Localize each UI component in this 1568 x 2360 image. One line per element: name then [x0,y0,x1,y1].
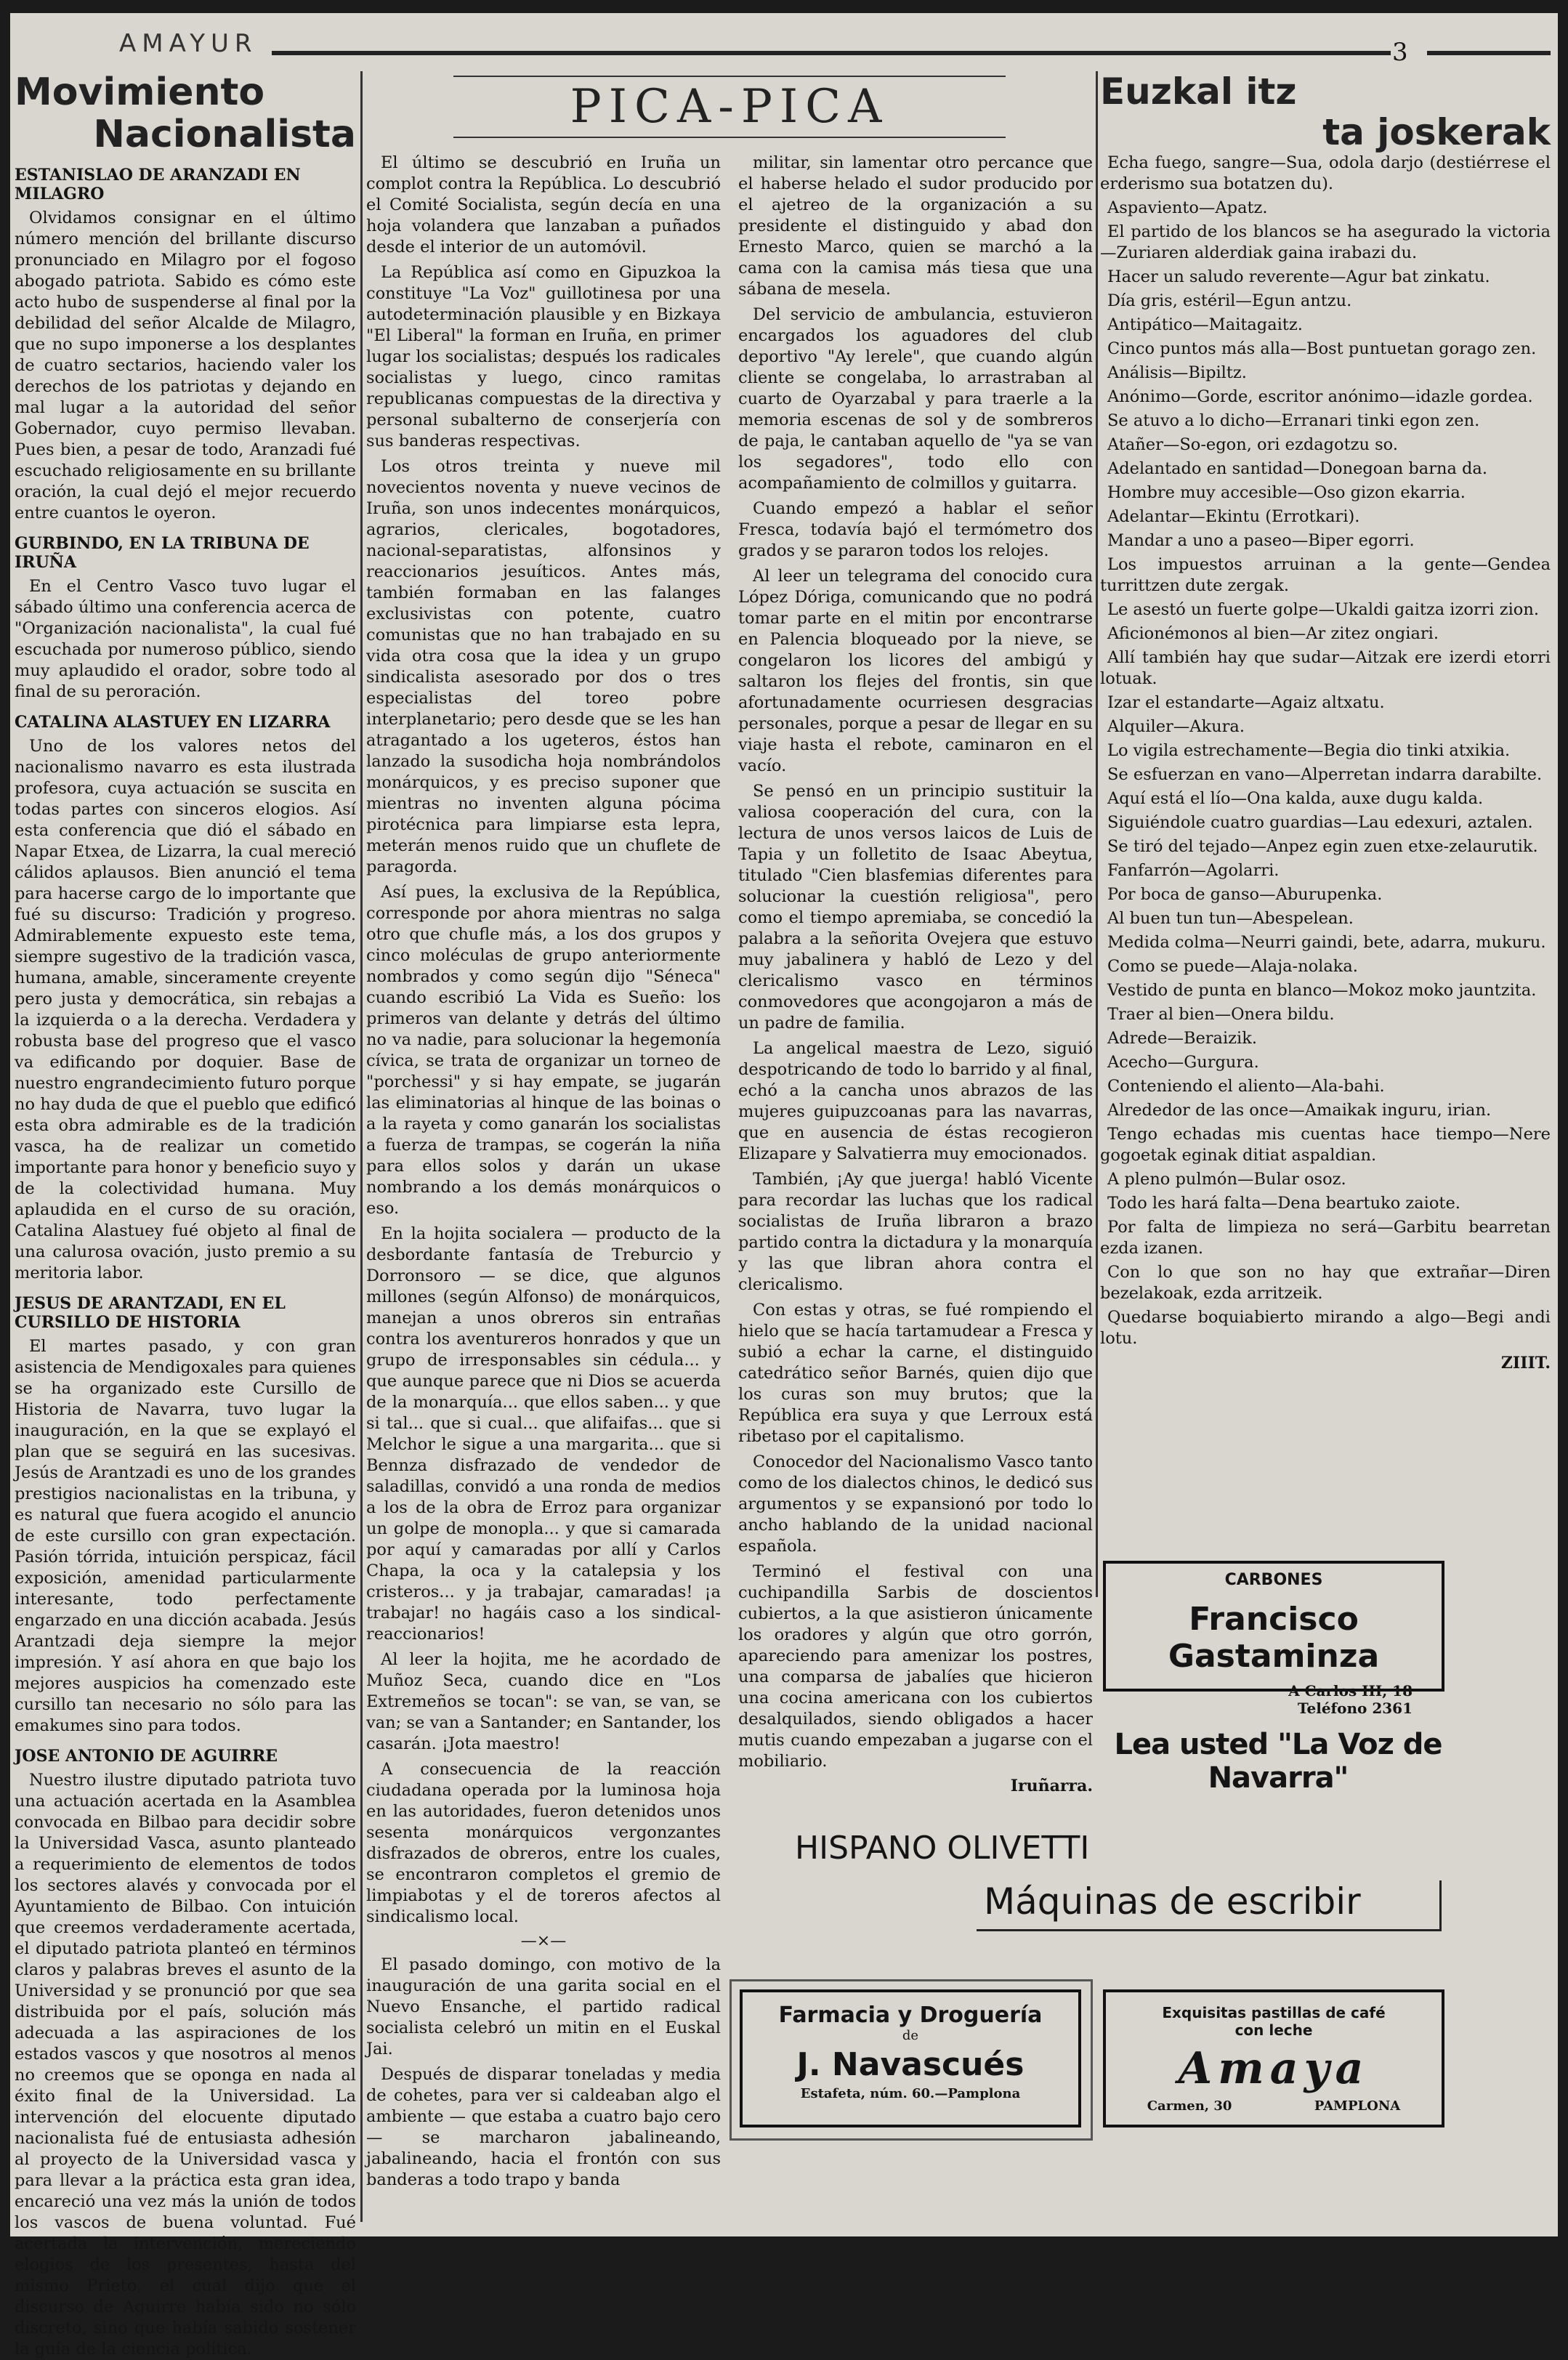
vocabulary-entry: Vestido de punta en blanco—Mokoz moko jauntzita. [1107,981,1537,1000]
news-item-text: El martes pasado, y con gran asistencia de Mendigoxales para quienes se ha organizado este Cursillo de Historia de Navarra, tuvo lugar la inauguración, en la que se explayó el plan que se seguirá en las sucesivas. Jesús de Arantzadi es uno de los grandes prestigios nacionalistas en la tribuna, y es natural que fuera acogido el anuncio de este cursillo con gran expectación. Pasión tórrida, intuición perspicaz, fácil exposición, amenidad particularmente interesante, todo perfectamente engarzado en una dicción acabada. Jesús Arantzadi deja siempre la mejor impresión. Y así ahora en que bajo los mejores auspicios ha comenzado este cursillo tan necesario no sólo para las emakumes sino para todos. [15,1337,356,1735]
pica-paragraph: Del servicio de ambulancia, estuvieron encargados los aguadores del club deportivo "Ay lerele", que cuando algún cliente se congelaba, lo arrastraban al cuarto de Oyarzabal y para traerle a la memoria escenas de sol y de sombreros de paja, le cantaban aquello de "ya se van los segadores", todo ello con acompañamiento de colmillos y guitarra. [738,305,1093,493]
ad-farmacia-address: Estafeta, núm. 60.—Pamplona [800,2086,1021,2101]
column-rule [360,71,363,2222]
ad-farmacia [740,1989,1081,2127]
news-item-heading: ESTANISLAO DE ARANZADI EN MILAGRO [15,166,301,203]
vocabulary-entry: Como se puede—Alaja-nolaka. [1107,957,1358,976]
vocabulary-entry: Análisis—Bipiltz. [1107,363,1247,382]
section-title [15,71,356,155]
euzkal-signature: ZIIIT. [1500,1354,1551,1373]
news-item-text: Nuestro ilustre diputado patriota tuvo una actuación acertada en la Asamblea convocada en Bilbao para decidir sobre la Universidad Vasca, asunto planteado a requerimiento de elementos de todos los sectores alavés y convocada por el Ayuntamiento de Bilbao. Con intuición que creemos verdaderamente acertada, el diputado patriota planteó en términos claros y palabras breves el asunto de la Universidad y se pronunció por que sea distribuida por el país, solución más adecuada a las aspiraciones de los estados vascos y que nosotros al menos no creemos que se oponga en nada al éxito final de la Universidad. La intervención del elocuente diputado nacionalista fué de entusiasta adhesión al proyecto de la Universidad vasca y para llevar a la práctica esta gran idea, encareció una vez más la unión de todos los vascos de buena voluntad. Fué acertada la intervención, mereciendo elogios de los presentes, hasta del mismo Prieto, el cual dijo que el discurso de Aguirre había sido no sólo discreto, sino que había sabido sostener la guía de la ciencia política. [15,1771,356,2359]
news-item-text: Olvidamos consignar en el último número mención del brillante discurso pronunciado en Milagro por el fogoso abogado patriota. Sabido es cómo este acto hubo de suspenderse al final por la debilidad del señor Alcalde de Milagro, que no supo imponerse a los desplantes de cuatro sectarios, haciendo valer los derechos de los patriotas y dejando en mal lugar a la autoridad del señor Gobernador, cuyo permiso llevaban. Pues bien, a pesar de todo, Aranzadi fué escuchado religiosamente en su brillante oración, la cual dejó el mejor recuerdo entre cuantos le oyeron. [15,209,356,522]
pica-paragraph: Los otros treinta y nueve mil novecientos noventa y nueve vecinos de Iruña, son unos indecentes monárquicos, agrarios, clericales, bogotadores, nacional-separatistas, alfonsinos y reaccionarios jesuíticos. Antes más, también formaban en las falanges exclusivistas con potente, cuatro comunistas que no han trabajado en su vida otra cosa que la idea y un grupo sindicalista asesorado por dos o tres especialistas del toreo pobre interplanetario; pero desde que se les han atragantado a los ugeteros, éstos han lanzado la susodicha hoja nombrándolos monárquicos, y es preciso suponer que mientras no inventen alguna pócima pirotécnica para limpiarse esta lepra, meterán menos ruido que un chuflete de paragorda. [366,457,721,876]
ad-carbones [1103,1561,1444,1717]
pica-paragraph: Al leer un telegrama del conocido cura López Dóriga, comunicando que no podrá tomar parte en el mitin por encontrarse en Palencia bloqueado por la nieve, se congelaron los licores del ambigú y saltaron los flejes del frontis, sin que afortunadamente ocurriesen desgracias personales, porque a pesar de llegar en su viaje hasta el rebote, caminaron en el vacío. [738,567,1093,775]
vocabulary-entry: Con lo que son no hay que extrañar—Diren bezelakoak, ezda arritzeik. [1100,1263,1551,1303]
masthead [10,23,1558,67]
ad-hispano-olivetti [730,1815,1449,1946]
pica-paragraph: militar, sin lamentar otro percance que el haberse helado el sudor producido por el ajetreo de la organización a su presidente el distinguido y abad don Ernesto Marco, quien se marchó a la cama con la camisa más tiesa que una sábana de mesela. [738,153,1093,299]
vocabulary-entry: Le asestó un fuerte golpe—Ukaldi gaitza izorri zion. [1107,600,1539,619]
pica-paragraph: El último se descubrió en Iruña un complot contra la República. Lo descubrió el Comité Socialista, según decía en una hoja volandera que lanzaban a puñados desde el interior de un automóvil. [366,153,721,256]
vocabulary-entry: Mandar a uno a paseo—Biper egorri. [1107,531,1415,550]
vocabulary-entry: Cinco puntos más alla—Bost puntuetan gorago zen. [1107,339,1537,358]
pica-paragraph: En la hojita socialera — producto de la desbordante fantasía de Treburcio y Dorronsoro — se dice, que algunos millones (según Alfonso) de monárquicos, manejan a unos obreros sin entrañas contra los aventureros honrados y que un grupo de irresponsables sin cédula... y que aunque parece que ni Dios se acuerda de la monarquía... que ellos saben... y que si tal... que si cual... que alifaifas... que si Melchor le sigue a una margarita... que si Bennza disfrazado de vendedor de saladillas, convidó a una ronda de medios a los de la obra de Erroz para organizar un golpe de monopla... y que si camarada por aquí y camaradas por allí y Carlos Chapa, la oca y la catalepsia y los cristeros... y ja trabajar, camaradas! ¡a trabajar! no hagáis caso a los sindical-reaccionarios! [366,1224,721,1644]
ad-carbones-address: A Carlos III, 18 [1288,1682,1413,1700]
pica-paragraph: Con estas y otras, se fué rompiendo el hielo que se hacía tartamudear a Fresca y subió a echar la carne, el distinguido catedrático señor Barnés, quien dijo que los curas son muy brutos; que la República era suya y que Lerroux está ribetaso por el capitalismo. [738,1301,1093,1446]
pica-paragraph: A consecuencia de la reacción ciudadana operada por la luminosa hoja en las autoridades, fueron detenidos unos sesenta monárquicos vergonzantes disfrazados de obreros, entre los cuales, se encontraron completos el gremio de limpiabotas y el de toreros afectos al sindicalismo local. [366,1760,721,1926]
newspaper-page [10,13,1558,2359]
news-item-text: En el Centro Vasco tuvo lugar el sábado último una conferencia acerca de "Organización nacionalista", la cual fué escuchada por numeroso público, siendo muy aplaudido el orador, sobre todo al final de su peroración. [15,577,356,701]
news-item-heading: JOSE ANTONIO DE AGUIRRE [15,1747,278,1766]
ad-amaya-city: PAMPLONA [1314,2098,1401,2114]
newspaper-name: AMAYUR [119,29,258,58]
vocabulary-entry: Izar el estandarte—Agaiz altxatu. [1107,693,1385,712]
vocabulary-entry: Aspaviento—Apatz. [1107,198,1268,217]
pica-pica-title: PICA-PICA [453,76,1006,138]
section-title-line2: Nacionalista [93,113,356,156]
vocabulary-entry: Lo vigila estrechamente—Begia dio tinki atxikia. [1107,741,1511,760]
vocabulary-entry: Quedarse boquiabierto mirando a algo—Begi andi lotu. [1100,1308,1551,1348]
vocabulary-entry: Por falta de limpieza no será—Garbitu bearretan ezda izanen. [1100,1218,1551,1258]
pica-paragraph: El pasado domingo, con motivo de la inauguración de una garita social en el Nuevo Ensanche, el partido radical socialista celebró un mitin en el Euskal Jai. [366,1955,721,2058]
news-item-heading: JESUS DE ARANTZADI, EN EL CURSILLO DE HISTORIA [15,1294,286,1332]
vocabulary-entry: Día gris, estéril—Egun antzu. [1107,291,1352,310]
ad-carbones-name: Francisco Gastaminza [1168,1601,1380,1675]
vocabulary-entry: Acecho—Gurgura. [1107,1053,1259,1072]
ad-amaya-address [1106,2098,1442,2114]
ad-amaya-name: Amaya [1178,2043,1370,2094]
pica-paragraph: Se pensó en un principio sustituir la valiosa cooperación del cura, con la lectura de unos versos laicos de Luis de Tapia y un folletito de Isaac Abeytua, titulado "Cien blasfemias diferentes para solucionar la cuestión religiosa", pero como el tiempo apremiaba, se concedió la palabra a la señorita Ovejera que estuvo muy jabalinera y habló de Lezo y del clericalismo vasco en términos conmovedores que acongojaron a más de un padre de familia. [738,782,1093,1032]
vocabulary-entry: Tengo echadas mis cuentas hace tiempo—Nere gogoetak eginak ditiat aspaldian. [1100,1125,1551,1165]
ad-farmacia-name: J. Navascués [796,2046,1025,2083]
vocabulary-entry: Se atuvo a lo dicho—Erranari tinki egon zen. [1107,411,1480,430]
ad-amaya-tagline-line1: Exquisitas pastillas de café [1162,2004,1386,2021]
ad-la-voz-de-navarra: Lea usted "La Voz de Navarra" [1114,1728,1442,1795]
pica-paragraph: También, ¡Ay que juerga! habló Vicente para recordar las luchas que los radical socialistas de Iruña libraron a brazo partido contra la dictadura y la monarquía y las que libran ahora contra el clericalismo. [738,1170,1093,1294]
vocabulary-entry: Medida colma—Neurri gaindi, bete, adarra, mukuru. [1107,933,1546,952]
column-euzkal-itz [1100,71,1551,1604]
vocabulary-entry: Echa fuego, sangre—Sua, odola darjo (destiérrese el erderismo sua botatzen du). [1100,153,1551,193]
vocabulary-entry: Anónimo—Gorde, escritor anónimo—idazle gordea. [1107,387,1533,406]
news-item-heading: GURBINDO, EN LA TRIBUNA DE IRUÑA [15,534,310,572]
page-number: 3 [1392,38,1408,67]
vocabulary-entry: Adrede—Beraizik. [1107,1029,1257,1048]
vocabulary-entry: Antipático—Maitagaitz. [1107,315,1303,334]
vocabulary-entry: Aficionémonos al bien—Ar zitez ongiari. [1107,624,1439,643]
ad-farmacia-title: Farmacia y Droguería [778,2003,1043,2028]
pica-paragraph: La República así como en Gipuzkoa la constituye "La Voz" guillotinesa por una autodeterminación plausible y en Bizkaya "El Liberal" la forman en Iruña, en primer lugar los socialistas; después los radicales socialistas y luego, cinco ramitas republicanas compuestas de la directiva y personal subalterno de conserjería con sus banderas respectivas. [366,263,721,450]
vocabulary-entry: Fanfarrón—Agolarri. [1107,861,1280,880]
vocabulary-entry: Por boca de ganso—Aburupenka. [1107,885,1383,904]
ad-carbones-phone: Teléfono 2361 [1297,1700,1413,1717]
ad-olivetti-brand: HISPANO OLIVETTI [795,1830,1090,1867]
pica-left-column [366,153,721,2195]
pica-paragraph: Terminó el festival con una cuchipandilla Sarbis de doscientos cubiertos, a la que asistieron únicamente los oradores y algún que otro gorrón, apareciendo para amenizar los postres, una comparsa de jabalíes que hicieron una cocina americana con los cubiertos desalquilados, siendo obligados a hacer mutis cuando empezaban a jugarse con el mobiliario. [738,1562,1093,1771]
news-items [15,166,356,2360]
vocabulary-entry: Hombre muy accesible—Oso gizon ekarria. [1107,483,1466,502]
vocabulary-entry: Adelantado en santidad—Donegoan barna da. [1107,459,1487,478]
vocabulary-entry: Al buen tun tun—Abespelean. [1107,909,1354,928]
vocabulary-entry: Alquiler—Akura. [1107,717,1245,736]
ad-farmacia-de: de [902,2028,919,2043]
vocabulary-entry: A pleno pulmón—Bular osoz. [1107,1170,1346,1189]
vocabulary-entry: Conteniendo el aliento—Ala-bahi. [1107,1077,1385,1096]
pica-paragraph: La angelical maestra de Lezo, siguió despotricando de todo lo barrido y al final, echó a la cancha unos abrazos de las mujeres guipuzcoanas para las navarras, que en ausencia de éstas recogieron Elizapare y Salvatierra muy emocionados. [738,1039,1093,1163]
vocabulary-entry: Traer al bien—Onera bildu. [1107,1005,1335,1024]
pica-signature: Iruñarra. [1010,1777,1093,1795]
vocabulary-entry: Atañer—So-egon, ori ezdagotzu so. [1107,435,1398,454]
vocabulary-entry: Allí también hay que sudar—Aitzak ere izerdi etorri lotuak. [1100,648,1551,688]
vocabulary-entry: Alrededor de las once—Amaikak inguru, irian. [1107,1101,1492,1120]
vocabulary-entry: Aquí está el lío—Ona kalda, auxe dugu kalda. [1107,789,1484,808]
pica-paragraph: Cuando empezó a hablar el señor Fresca, todavía bajó el termómetro dos grados y se pararon todos los relojes. [738,499,1093,560]
euzkal-title-line1: Euzkal itz [1100,70,1297,113]
ad-carbones-kicker: CARBONES [1224,1571,1323,1589]
section-title-line1: Movimiento [15,70,265,114]
vocabulary-entry: Hacer un saludo reverente—Agur bat zinkatu. [1107,267,1490,286]
pica-paragraph: Después de disparar toneladas y media de cohetes, para ver si caldeaban algo el ambiente — que estaba a cuatro bajo cero — se marcharon jabalineando, jabalineando, hacia el frontón con sus banderas a todo trapo y banda [366,2065,721,2189]
vocabulary-entry: Siguiéndole cuatro guardias—Lau edexuri, aztalen. [1107,813,1533,832]
euzkal-title [1100,71,1551,153]
pica-paragraph: Al leer la hojita, me he acordado de Muñoz Seca, cuando dice en "Los Extremeños se tocan": se van, se van, se van; se van a Santander; en Santander, los casarán. ¡Jota maestro! [366,1650,721,1753]
ad-amaya [1103,1989,1444,2127]
vocabulary-entry: Los impuestos arruinan a la gente—Gendea turrittzen dute zergak. [1100,555,1551,595]
ad-amaya-tagline [1106,2004,1442,2039]
column-rule [1096,71,1098,1597]
vocabulary-entry: El partido de los blancos se ha asegurado la victoria—Zuriaren alderdiak gaina irabazi du. [1100,222,1551,262]
euzkal-title-line2: ta joskerak [1322,111,1551,153]
vocabulary-entry: Se esfuerzan en vano—Alperretan indarra darabilte. [1107,765,1543,784]
ad-amaya-tagline-line2: con leche [1234,2021,1313,2039]
column-movimiento-nacionalista [15,70,356,2359]
vocabulary-entry: Adelantar—Ekintu (Errotkari). [1107,507,1360,526]
pica-separator: —×— [520,1932,567,1950]
pica-paragraph: Así pues, la exclusiva de la República, corresponde por ahora mientras no salga otro que chufle más, a los dos grupos y cinco moléculas de grupo anteriormente nombrados y como según dijo "Séneca" cuando escribió La Vida es Sueño: los primeros van delante y detrás del último no va nadie, para solucionar la hegemonía cívica, se trata de organizar un torneo de "porchessi" y si hay empate, se jugarán las eliminatorias al hinque de las boinas o a la rayeta y como ganarán los socialistas a fuerza de trampas, se cogerán la niña para ellos solos y darán un ukase nombrando a los demás monárquicos o eso. [366,883,721,1218]
news-item-heading: CATALINA ALASTUEY EN LIZARRA [15,713,331,732]
ad-olivetti-product: Máquinas de escribir [984,1880,1361,1923]
vocabulary-entry: Se tiró del tejado—Anpez egin zuen etxe-zelaurutik. [1107,837,1538,856]
vocabulary-list [1100,153,1551,1349]
masthead-rule-right [1427,51,1551,55]
masthead-rule [272,51,1391,55]
ad-amaya-street: Carmen, 30 [1147,2098,1232,2114]
vocabulary-entry: Todo les hará falta—Dena beartuko zaiote. [1107,1194,1460,1213]
pica-paragraph: Conocedor del Nacionalismo Vasco tanto como de los dialectos chinos, le dedicó sus argumentos y se expansionó por todo lo ancho hablando de la unidad nacional española. [738,1452,1093,1556]
news-item-text: Uno de los valores netos del nacionalismo navarro es esta ilustrada profesora, cuya actuación se suscita en todas partes con sinceros elogios. Así esta conferencia que dió el sábado en Napar Etxea, de Lizarra, la cual mereció cálidos aplausos. Bien anunció el tema para hacerse cargo de lo importante que fué su discurso: Tradición y progreso. Admirablemente expuesto este tema, siempre sugestivo de la tradición vasca, humana, amable, sinceramente creyente pero justa y democrática, sin rebajas a la izquierda o a la derecha. Verdadera y robusta base del progreso que el vasco va edificando por doquier. Base de nuestro engrandecimiento futuro porque no hay duda de que el pueblo que edificó esta obra admirable es de la tradición vasca, ha de realizar un cometido importante para honor y beneficio suyo y de la colectividad humana. Muy aplaudida en el curso de su oración, Catalina Alastuey fué objeto al final de una calurosa ovación, justo premio a su meritoria labor. [15,737,356,1282]
